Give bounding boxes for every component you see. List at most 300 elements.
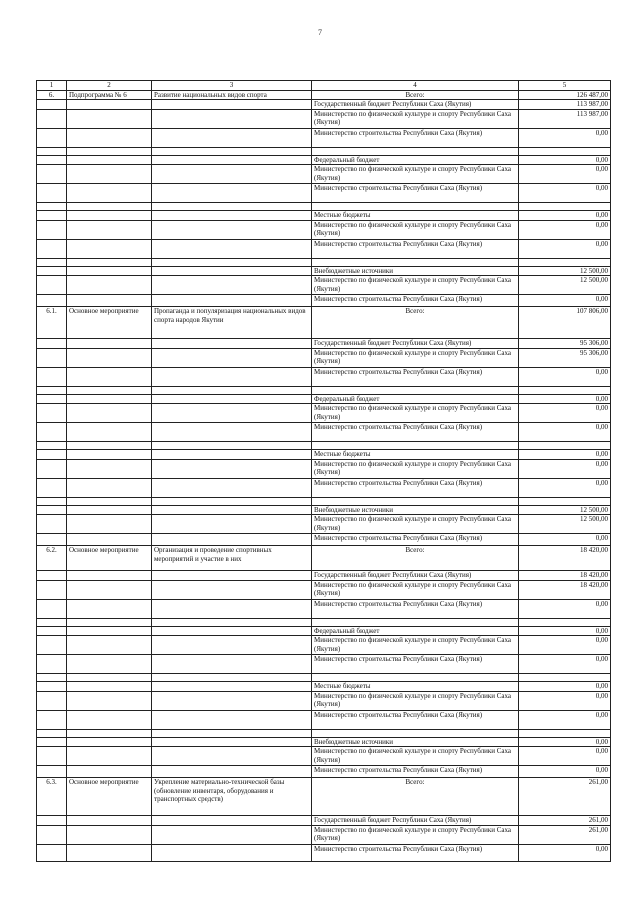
amount-cell: 12 500,00 bbox=[519, 276, 611, 295]
row-type-cell bbox=[67, 691, 152, 710]
funding-source-cell: Местные бюджеты bbox=[312, 450, 519, 460]
amount-cell: 0,00 bbox=[519, 626, 611, 636]
table-row bbox=[37, 729, 611, 737]
amount-cell: 0,00 bbox=[519, 423, 611, 442]
row-number-cell bbox=[37, 674, 67, 682]
row-type-cell bbox=[67, 497, 152, 505]
row-number-cell bbox=[37, 636, 67, 655]
row-title-cell bbox=[152, 386, 312, 394]
funding-source-cell: Министерство по физической культуре и спорту Республики Саха (Якутия) bbox=[312, 459, 519, 478]
row-number-cell bbox=[37, 737, 67, 747]
row-title-cell bbox=[152, 844, 312, 861]
amount-cell bbox=[519, 386, 611, 394]
row-type-cell bbox=[67, 534, 152, 546]
amount-cell: 18 420,00 bbox=[519, 546, 611, 571]
funding-source-cell: Министерство строительства Республики Саха (Якутия) bbox=[312, 844, 519, 861]
amount-cell: 0,00 bbox=[519, 534, 611, 546]
row-number-cell bbox=[37, 128, 67, 147]
table-row bbox=[37, 155, 611, 165]
table-row bbox=[37, 307, 611, 339]
table-row bbox=[37, 386, 611, 394]
row-title-cell bbox=[152, 737, 312, 747]
row-title-cell bbox=[152, 618, 312, 626]
amount-cell: 126 487,00 bbox=[519, 90, 611, 100]
row-title-cell bbox=[152, 478, 312, 497]
funding-source-cell: Министерство строительства Республики Саха (Якутия) bbox=[312, 599, 519, 618]
table-row bbox=[37, 626, 611, 636]
header-cell: 4 bbox=[312, 81, 519, 91]
row-type-cell bbox=[67, 220, 152, 239]
amount-cell: 12 500,00 bbox=[519, 266, 611, 276]
amount-cell: 0,00 bbox=[519, 844, 611, 861]
funding-source-cell: Министерство по физической культуре и спорту Республики Саха (Якутия) bbox=[312, 747, 519, 766]
funding-source-cell: Министерство строительства Республики Саха (Якутия) bbox=[312, 478, 519, 497]
funding-source-cell: Всего: bbox=[312, 90, 519, 100]
row-type-cell bbox=[67, 825, 152, 844]
amount-cell: 0,00 bbox=[519, 211, 611, 221]
row-type-cell bbox=[67, 100, 152, 110]
table-row bbox=[37, 691, 611, 710]
row-title-cell bbox=[152, 747, 312, 766]
amount-cell: 0,00 bbox=[519, 155, 611, 165]
row-type-cell bbox=[67, 844, 152, 861]
row-number-cell bbox=[37, 165, 67, 184]
funding-source-cell: Внебюджетные источники bbox=[312, 266, 519, 276]
row-title-cell bbox=[152, 691, 312, 710]
row-title-cell bbox=[152, 239, 312, 258]
row-title-cell bbox=[152, 147, 312, 155]
table-row bbox=[37, 184, 611, 203]
amount-cell: 261,00 bbox=[519, 825, 611, 844]
row-type-cell bbox=[67, 109, 152, 128]
funding-source-cell bbox=[312, 203, 519, 211]
row-number-cell bbox=[37, 497, 67, 505]
amount-cell: 12 500,00 bbox=[519, 505, 611, 515]
row-title-cell bbox=[152, 165, 312, 184]
row-title-cell bbox=[152, 459, 312, 478]
amount-cell: 95 306,00 bbox=[519, 339, 611, 349]
table-row bbox=[37, 211, 611, 221]
row-number-cell bbox=[37, 626, 67, 636]
table-row bbox=[37, 816, 611, 826]
row-number-cell bbox=[37, 239, 67, 258]
funding-source-cell: Министерство строительства Республики Саха (Якутия) bbox=[312, 295, 519, 307]
header-cell: 5 bbox=[519, 81, 611, 91]
funding-source-cell: Государственный бюджет Республики Саха (Якутия) bbox=[312, 816, 519, 826]
row-number-cell bbox=[37, 109, 67, 128]
row-number-cell bbox=[37, 505, 67, 515]
row-title-cell bbox=[152, 266, 312, 276]
row-number-cell bbox=[37, 184, 67, 203]
row-type-cell bbox=[67, 276, 152, 295]
amount-cell: 18 420,00 bbox=[519, 580, 611, 599]
row-type-cell bbox=[67, 747, 152, 766]
amount-cell bbox=[519, 442, 611, 450]
row-type-cell bbox=[67, 737, 152, 747]
row-title-cell bbox=[152, 394, 312, 404]
row-type-cell bbox=[67, 295, 152, 307]
row-number-cell: 6.1. bbox=[37, 307, 67, 339]
table-row bbox=[37, 674, 611, 682]
row-number-cell bbox=[37, 100, 67, 110]
row-title-cell bbox=[152, 816, 312, 826]
row-number-cell bbox=[37, 442, 67, 450]
table-row bbox=[37, 505, 611, 515]
row-number-cell bbox=[37, 339, 67, 349]
row-type-cell bbox=[67, 710, 152, 729]
funding-source-cell: Всего: bbox=[312, 307, 519, 339]
table-row bbox=[37, 844, 611, 861]
amount-cell: 0,00 bbox=[519, 599, 611, 618]
row-type-cell bbox=[67, 165, 152, 184]
row-title-cell bbox=[152, 729, 312, 737]
amount-cell: 0,00 bbox=[519, 710, 611, 729]
amount-cell: 261,00 bbox=[519, 816, 611, 826]
funding-source-cell: Внебюджетные источники bbox=[312, 737, 519, 747]
row-title-cell bbox=[152, 515, 312, 534]
row-type-cell bbox=[67, 729, 152, 737]
row-number-cell bbox=[37, 729, 67, 737]
row-title-cell bbox=[152, 825, 312, 844]
row-type-cell bbox=[67, 147, 152, 155]
row-type-cell bbox=[67, 674, 152, 682]
table-row bbox=[37, 128, 611, 147]
amount-cell: 0,00 bbox=[519, 636, 611, 655]
amount-cell: 113 987,00 bbox=[519, 100, 611, 110]
funding-source-cell: Федеральный бюджет bbox=[312, 155, 519, 165]
row-title-cell bbox=[152, 155, 312, 165]
table-row bbox=[37, 239, 611, 258]
table-row bbox=[37, 220, 611, 239]
row-type-cell bbox=[67, 618, 152, 626]
funding-source-cell bbox=[312, 386, 519, 394]
funding-source-cell: Государственный бюджет Республики Саха (Якутия) bbox=[312, 339, 519, 349]
row-number-cell bbox=[37, 534, 67, 546]
row-number-cell bbox=[37, 655, 67, 674]
funding-source-cell: Федеральный бюджет bbox=[312, 394, 519, 404]
row-type-cell bbox=[67, 404, 152, 423]
row-type-cell bbox=[67, 636, 152, 655]
amount-cell bbox=[519, 203, 611, 211]
row-type-cell bbox=[67, 258, 152, 266]
table-row bbox=[37, 618, 611, 626]
amount-cell: 0,00 bbox=[519, 239, 611, 258]
row-type-cell bbox=[67, 203, 152, 211]
row-title-cell bbox=[152, 404, 312, 423]
row-type-cell bbox=[67, 155, 152, 165]
funding-source-cell: Министерство строительства Республики Саха (Якутия) bbox=[312, 766, 519, 778]
row-title-cell bbox=[152, 128, 312, 147]
funding-source-cell: Государственный бюджет Республики Саха (Якутия) bbox=[312, 100, 519, 110]
row-title-cell bbox=[152, 276, 312, 295]
row-type-cell: Основное мероприятие bbox=[67, 778, 152, 816]
amount-cell: 0,00 bbox=[519, 295, 611, 307]
row-number-cell bbox=[37, 394, 67, 404]
row-number-cell bbox=[37, 147, 67, 155]
header-row bbox=[37, 81, 611, 91]
funding-source-cell: Министерство по физической культуре и спорту Республики Саха (Якутия) bbox=[312, 515, 519, 534]
table-row bbox=[37, 276, 611, 295]
table-row bbox=[37, 747, 611, 766]
funding-source-cell: Государственный бюджет Республики Саха (Якутия) bbox=[312, 571, 519, 581]
row-number-cell bbox=[37, 404, 67, 423]
funding-source-cell: Министерство строительства Республики Саха (Якутия) bbox=[312, 239, 519, 258]
table-row bbox=[37, 339, 611, 349]
funding-source-cell: Министерство по физической культуре и спорту Республики Саха (Якутия) bbox=[312, 404, 519, 423]
header-cell: 3 bbox=[152, 81, 312, 91]
table-row bbox=[37, 394, 611, 404]
table-row bbox=[37, 109, 611, 128]
row-number-cell bbox=[37, 276, 67, 295]
table-row bbox=[37, 258, 611, 266]
funding-source-cell: Министерство по физической культуре и спорту Республики Саха (Якутия) bbox=[312, 348, 519, 367]
amount-cell bbox=[519, 497, 611, 505]
header-cell: 2 bbox=[67, 81, 152, 91]
row-type-cell bbox=[67, 367, 152, 386]
table-row bbox=[37, 442, 611, 450]
funding-source-cell bbox=[312, 258, 519, 266]
amount-cell: 0,00 bbox=[519, 450, 611, 460]
row-title-cell bbox=[152, 109, 312, 128]
amount-cell: 0,00 bbox=[519, 184, 611, 203]
row-type-cell bbox=[67, 386, 152, 394]
table-row bbox=[37, 100, 611, 110]
table-row bbox=[37, 165, 611, 184]
funding-source-cell: Внебюджетные источники bbox=[312, 505, 519, 515]
row-title-cell bbox=[152, 220, 312, 239]
table-row bbox=[37, 825, 611, 844]
amount-cell: 0,00 bbox=[519, 128, 611, 147]
row-number-cell bbox=[37, 295, 67, 307]
row-title-cell bbox=[152, 348, 312, 367]
funding-source-cell: Министерство строительства Республики Саха (Якутия) bbox=[312, 534, 519, 546]
row-number-cell bbox=[37, 266, 67, 276]
row-title-cell bbox=[152, 184, 312, 203]
row-type-cell bbox=[67, 816, 152, 826]
row-number-cell bbox=[37, 682, 67, 692]
table-row bbox=[37, 450, 611, 460]
row-title-cell bbox=[152, 423, 312, 442]
row-title-cell bbox=[152, 655, 312, 674]
funding-source-cell bbox=[312, 147, 519, 155]
table-row bbox=[37, 367, 611, 386]
row-title-cell bbox=[152, 450, 312, 460]
row-title-cell bbox=[152, 339, 312, 349]
row-number-cell: 6.3. bbox=[37, 778, 67, 816]
amount-cell: 0,00 bbox=[519, 682, 611, 692]
row-type-cell: Основное мероприятие bbox=[67, 307, 152, 339]
funding-source-cell: Министерство строительства Республики Саха (Якутия) bbox=[312, 367, 519, 386]
amount-cell bbox=[519, 674, 611, 682]
row-number-cell bbox=[37, 450, 67, 460]
row-type-cell bbox=[67, 450, 152, 460]
table-row bbox=[37, 423, 611, 442]
row-number-cell bbox=[37, 825, 67, 844]
row-title-cell bbox=[152, 534, 312, 546]
row-title-cell bbox=[152, 580, 312, 599]
amount-cell bbox=[519, 729, 611, 737]
table-row bbox=[37, 571, 611, 581]
row-number-cell bbox=[37, 386, 67, 394]
row-title-cell bbox=[152, 211, 312, 221]
row-type-cell bbox=[67, 394, 152, 404]
table-row bbox=[37, 266, 611, 276]
row-title-cell bbox=[152, 710, 312, 729]
funding-source-cell bbox=[312, 497, 519, 505]
row-title-cell bbox=[152, 203, 312, 211]
row-title-cell bbox=[152, 367, 312, 386]
amount-cell: 0,00 bbox=[519, 367, 611, 386]
row-number-cell bbox=[37, 571, 67, 581]
funding-source-cell: Министерство строительства Республики Саха (Якутия) bbox=[312, 128, 519, 147]
row-type-cell bbox=[67, 682, 152, 692]
row-type-cell: Основное мероприятие bbox=[67, 546, 152, 571]
amount-cell: 0,00 bbox=[519, 655, 611, 674]
row-type-cell bbox=[67, 505, 152, 515]
table-row bbox=[37, 580, 611, 599]
table-row bbox=[37, 497, 611, 505]
amount-cell: 0,00 bbox=[519, 691, 611, 710]
row-type-cell bbox=[67, 128, 152, 147]
row-type-cell bbox=[67, 478, 152, 497]
row-number-cell bbox=[37, 816, 67, 826]
table-row bbox=[37, 737, 611, 747]
row-number-cell bbox=[37, 211, 67, 221]
amount-cell bbox=[519, 147, 611, 155]
row-number-cell bbox=[37, 203, 67, 211]
amount-cell: 0,00 bbox=[519, 394, 611, 404]
row-title-cell bbox=[152, 497, 312, 505]
row-number-cell bbox=[37, 155, 67, 165]
amount-cell: 0,00 bbox=[519, 747, 611, 766]
funding-source-cell: Министерство строительства Республики Саха (Якутия) bbox=[312, 655, 519, 674]
funding-source-cell: Министерство по физической культуре и спорту Республики Саха (Якутия) bbox=[312, 220, 519, 239]
row-number-cell bbox=[37, 710, 67, 729]
funding-source-cell: Министерство по физической культуре и спорту Республики Саха (Якутия) bbox=[312, 636, 519, 655]
funding-source-cell: Министерство строительства Республики Саха (Якутия) bbox=[312, 423, 519, 442]
page-number: 7 bbox=[318, 28, 322, 37]
amount-cell: 0,00 bbox=[519, 478, 611, 497]
row-type-cell bbox=[67, 348, 152, 367]
row-title-cell bbox=[152, 766, 312, 778]
budget-table bbox=[36, 80, 611, 862]
row-number-cell bbox=[37, 618, 67, 626]
amount-cell: 0,00 bbox=[519, 766, 611, 778]
funding-source-cell bbox=[312, 618, 519, 626]
row-type-cell bbox=[67, 626, 152, 636]
funding-source-cell: Министерство строительства Республики Саха (Якутия) bbox=[312, 184, 519, 203]
row-title-cell: Организация и проведение спортивных мероприятий и участие в них bbox=[152, 546, 312, 571]
amount-cell: 0,00 bbox=[519, 459, 611, 478]
amount-cell: 0,00 bbox=[519, 165, 611, 184]
amount-cell: 0,00 bbox=[519, 404, 611, 423]
row-number-cell bbox=[37, 478, 67, 497]
row-title-cell bbox=[152, 636, 312, 655]
funding-source-cell: Министерство по физической культуре и спорту Республики Саха (Якутия) bbox=[312, 109, 519, 128]
funding-source-cell bbox=[312, 729, 519, 737]
table-row bbox=[37, 546, 611, 571]
row-number-cell bbox=[37, 515, 67, 534]
row-type-cell bbox=[67, 442, 152, 450]
row-type-cell bbox=[67, 599, 152, 618]
table-row bbox=[37, 404, 611, 423]
table-row bbox=[37, 147, 611, 155]
row-title-cell bbox=[152, 626, 312, 636]
table-row bbox=[37, 515, 611, 534]
row-title-cell bbox=[152, 682, 312, 692]
row-number-cell bbox=[37, 844, 67, 861]
funding-source-cell: Местные бюджеты bbox=[312, 682, 519, 692]
row-title-cell bbox=[152, 571, 312, 581]
table-row bbox=[37, 636, 611, 655]
table-row bbox=[37, 599, 611, 618]
funding-source-cell bbox=[312, 442, 519, 450]
row-type-cell bbox=[67, 339, 152, 349]
row-title-cell bbox=[152, 505, 312, 515]
table-row bbox=[37, 348, 611, 367]
amount-cell bbox=[519, 618, 611, 626]
amount-cell bbox=[519, 258, 611, 266]
row-title-cell bbox=[152, 100, 312, 110]
row-title-cell bbox=[152, 295, 312, 307]
row-number-cell bbox=[37, 348, 67, 367]
row-title-cell: Укрепление материально-технической базы (обновление инвентаря, оборудования и транспортных средств) bbox=[152, 778, 312, 816]
row-number-cell bbox=[37, 258, 67, 266]
table-row bbox=[37, 682, 611, 692]
funding-source-cell: Министерство по физической культуре и спорту Республики Саха (Якутия) bbox=[312, 691, 519, 710]
funding-source-cell: Министерство по физической культуре и спорту Республики Саха (Якутия) bbox=[312, 276, 519, 295]
row-number-cell bbox=[37, 580, 67, 599]
row-title-cell bbox=[152, 599, 312, 618]
table-row bbox=[37, 295, 611, 307]
funding-source-cell: Местные бюджеты bbox=[312, 211, 519, 221]
row-number-cell bbox=[37, 220, 67, 239]
table-row bbox=[37, 203, 611, 211]
funding-source-cell: Министерство строительства Республики Саха (Якутия) bbox=[312, 710, 519, 729]
row-type-cell bbox=[67, 239, 152, 258]
funding-source-cell: Министерство по физической культуре и спорту Республики Саха (Якутия) bbox=[312, 580, 519, 599]
table-row bbox=[37, 766, 611, 778]
row-type-cell bbox=[67, 571, 152, 581]
row-title-cell bbox=[152, 442, 312, 450]
row-type-cell bbox=[67, 184, 152, 203]
funding-source-cell: Министерство по физической культуре и спорту Республики Саха (Якутия) bbox=[312, 165, 519, 184]
amount-cell: 107 806,00 bbox=[519, 307, 611, 339]
amount-cell: 0,00 bbox=[519, 737, 611, 747]
row-type-cell: Подпрограмма № 6 bbox=[67, 90, 152, 100]
row-number-cell bbox=[37, 691, 67, 710]
funding-source-cell: Всего: bbox=[312, 546, 519, 571]
table-row bbox=[37, 778, 611, 816]
row-title-cell: Развитие национальных видов спорта bbox=[152, 90, 312, 100]
table-row bbox=[37, 459, 611, 478]
row-number-cell: 6.2. bbox=[37, 546, 67, 571]
table-row bbox=[37, 534, 611, 546]
row-type-cell bbox=[67, 266, 152, 276]
amount-cell: 0,00 bbox=[519, 220, 611, 239]
funding-source-cell: Всего: bbox=[312, 778, 519, 816]
header-cell: 1 bbox=[37, 81, 67, 91]
row-type-cell bbox=[67, 655, 152, 674]
row-number-cell bbox=[37, 766, 67, 778]
amount-cell: 261,00 bbox=[519, 778, 611, 816]
amount-cell: 18 420,00 bbox=[519, 571, 611, 581]
funding-source-cell: Федеральный бюджет bbox=[312, 626, 519, 636]
row-title-cell: Пропаганда и популяризация национальных видов спорта народов Якутии bbox=[152, 307, 312, 339]
row-number-cell bbox=[37, 599, 67, 618]
row-number-cell: 6. bbox=[37, 90, 67, 100]
row-number-cell bbox=[37, 367, 67, 386]
